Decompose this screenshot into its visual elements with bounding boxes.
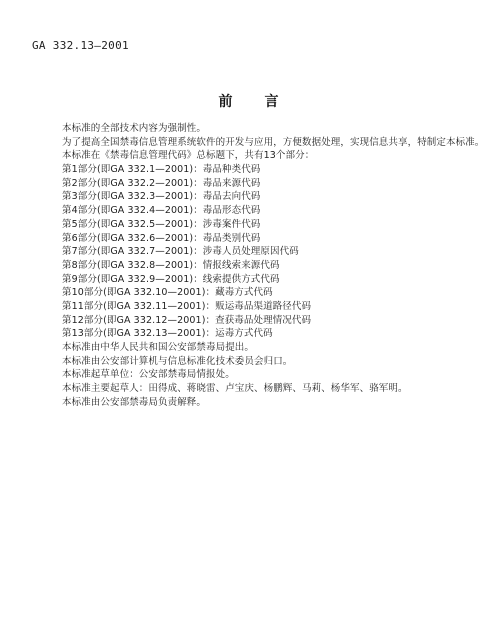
standard-code-header: GA 332.13—2001	[32, 39, 129, 52]
paragraph-line: 本标准由公安部计算机与信息标准化技术委员会归口。	[62, 355, 293, 367]
part-list-item: 第13部分(即GA 332.13—2001)：运毒方式代码	[62, 328, 273, 340]
part-list-item: 第2部分(即GA 332.2—2001)：毒品来源代码	[62, 177, 261, 189]
paragraph-line: 本标准由公安部禁毒局负责解释。	[62, 396, 207, 408]
part-list-item: 第1部分(即GA 332.1—2001)：毒品种类代码	[62, 164, 261, 176]
paragraph-line: 本标准的全部技术内容为强制性。	[62, 123, 207, 134]
part-list-item: 第8部分(即GA 332.8—2001)：情报线索来源代码	[62, 259, 280, 271]
part-list-item: 第12部分(即GA 332.12—2001)：查获毒品处理情况代码	[62, 314, 312, 326]
part-list-item: 第6部分(即GA 332.6—2001)：毒品类别代码	[62, 232, 261, 244]
page-title: 前言	[218, 94, 311, 110]
foreword-body	[62, 122, 485, 409]
part-list-item: 第3部分(即GA 332.3—2001)：毒品去向代码	[62, 191, 261, 203]
paragraph-line: 本标准主要起草人：田得成、蒋晓雷、卢宝庆、杨鹏辉、马莉、杨华军、骆军明。	[62, 383, 408, 395]
part-list-item: 第5部分(即GA 332.5—2001)：涉毒案件代码	[62, 218, 261, 230]
part-list-item: 第4部分(即GA 332.4—2001)：毒品形态代码	[62, 205, 261, 217]
part-list-item: 第7部分(即GA 332.7—2001)：涉毒人员处理原因代码	[62, 246, 299, 258]
paragraph-line: 本标准在《禁毒信息管理代码》总标题下，共有13个部分：	[62, 150, 315, 162]
paragraph-line: 为了提高全国禁毒信息管理系统软件的开发与应用，方便数据处理，实现信息共享，特制定本标准。	[62, 136, 485, 148]
part-list-item: 第11部分(即GA 332.11—2001)：贩运毒品渠道路径代码	[62, 300, 312, 312]
paragraph-line: 本标准由中华人民共和国公安部禁毒局提出。	[62, 342, 255, 353]
part-list-item: 第9部分(即GA 332.9—2001)：线索提供方式代码	[62, 273, 280, 285]
paragraph-line: 本标准起草单位：公安部禁毒局情报处。	[62, 369, 235, 381]
part-list-item: 第10部分(即GA 332.10—2001)：藏毒方式代码	[62, 287, 273, 299]
